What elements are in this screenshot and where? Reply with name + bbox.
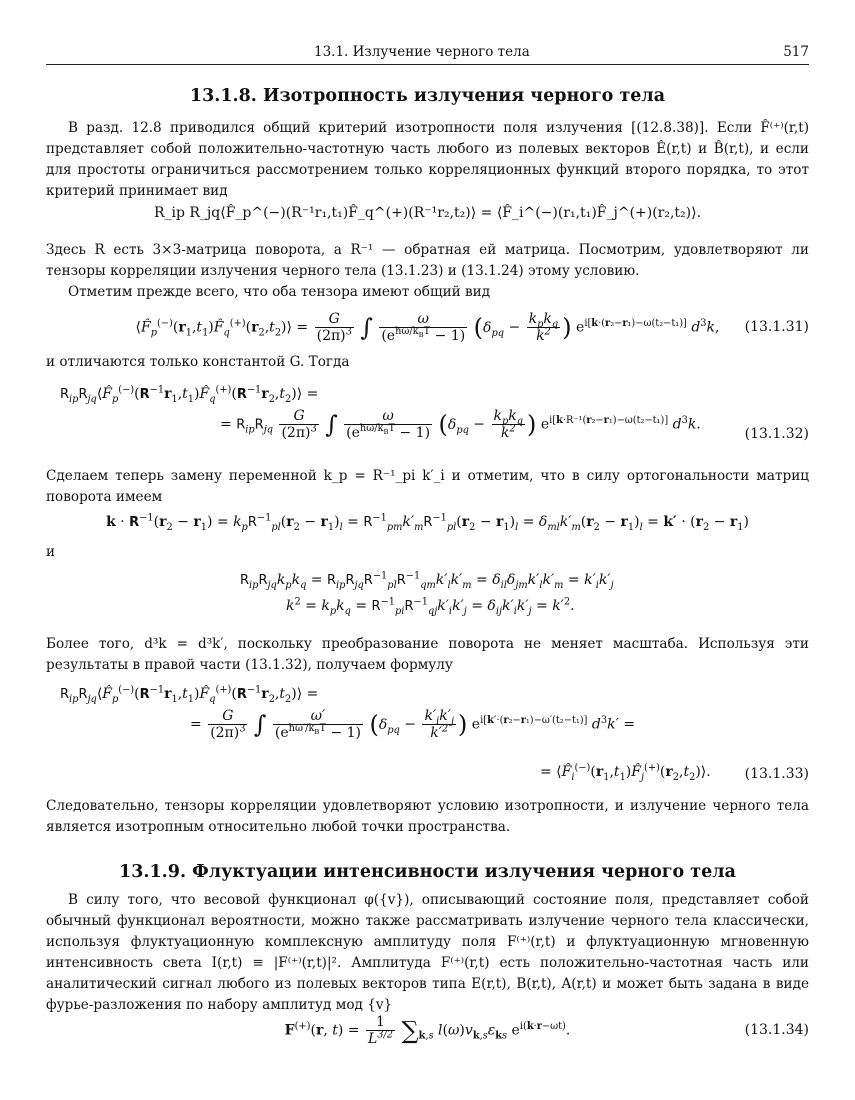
equation-13-1-34 (46, 1014, 809, 1060)
equation-orthogonality (46, 514, 809, 536)
paragraph-variable-change: Сделаем теперь замену переменной k_p = R⁻¹_pi k′_i и отметим, что в силу ортогональности матриц поворота имеем (46, 468, 809, 505)
paragraph-constant-g: и отличаются только константой G. Тогда (46, 354, 350, 370)
paragraph-scale-invariance: Более того, d³k = d³k′, поскольку преобразование поворота не меняет масштаба. Используя эти результаты в правой части (13.1.32), получаем формулу (46, 636, 809, 673)
equation-13-1-32 (46, 386, 809, 452)
equation-13-1-33 (46, 686, 809, 786)
paragraph-common-form: Отметим прежде всего, что оба тензора имеют общий вид (68, 284, 491, 300)
equation-number: (13.1.33) (744, 766, 809, 782)
equation-line-2: = $R_{ip}R_{jq}$ $\frac{G}{(2\pi)^3}$ ∫ $\frac{\omega}{(e^{ħ\omega/k_BT} - 1)}$ ($\delta_{pq}$ − $\frac{k_pk_q}{k^2}$ ) $e^{i[k\cdot R^{-1}(r_2-r_1)-\omega(t_2-t_1)]}$ $d^3k$. (220, 408, 701, 441)
running-title: 13.1. Излучение черного тела (314, 44, 530, 60)
equation-13-1-31 (46, 305, 809, 351)
equation-kk-identities (46, 572, 809, 622)
equation-number: (13.1.32) (744, 426, 809, 442)
paragraph-fluctuations-intro: В силу того, что весовой функционал φ({v}), описывающий состояние поля, представляет собой обычный функционал вероятности, можно также рассматривать излучение черного тела классически, используя флуктуационную комплексную амплитуду поля F⁽⁺⁾(r,t) и флуктуационную мгновенную интенсивность света I(r,t) ≡ |F⁽⁺⁾(r,t)|². Амплитуда F⁽⁺⁾(r,t) есть положительно-частотная часть или аналитический сигнал любого из полевых векторов типа E(r,t), B(r,t), A(r,t) и может быть задана в виде фурье-разложения по набору амплитуд мод {v} (46, 892, 809, 1013)
equation-line-1: $R_{ip}R_{jq}⟨F̂_p^{(-)}(R^{-1}r_1,t_1)F̂_q^{(+)}(R^{-1}r_2,t_2)⟩$ = (60, 684, 319, 705)
equation-line-2: = $\frac{G}{(2\pi)^3}$ ∫ $\frac{\omega'}{(e^{ħ\omega'/k_BT} - 1)}$ ($\delta_{pq}$ − $\frac{k'_ik'_j}{k'^2}$ ) $e^{i[k'\cdot(r_2-r_1)-\omega'(t_2-t_1)]}$ $d^3k'$ = (190, 708, 635, 741)
equation-number: (13.1.31) (744, 319, 809, 335)
section-title-intensity-fluctuations: 13.1.9. Флуктуации интенсивности излучения черного тела (119, 862, 736, 882)
equation-line-3: = $⟨F̂_i^{(-)}(r_1,t_1)F̂_j^{(+)}(r_2,t_2)⟩$. (540, 762, 711, 783)
paragraph-rotation-matrix: Здесь R есть 3×3-матрица поворота, а R⁻¹ — обратная ей матрица. Посмотрим, удовлетворяют ли тензоры корреляции излучения черного тела (13.1.23) и (13.1.24) этому условию. (46, 242, 809, 279)
section-title-isotropy: 13.1.8. Изотропность излучения черного тела (189, 86, 666, 106)
equation-body: R_ip R_jq⟨F̂_p^(−)(R⁻¹r₁,t₁)F̂_q^(+)(R⁻¹r₂,t₂)⟩ = ⟨F̂_i^(−)(r₁,t₁)F̂_j^(+)(r₂,t₂)⟩. (153, 205, 702, 221)
equation-body: F(+)(r, t) = $\frac{1}{L^{3/2}}$ $\sum_{k,s}$ $l(\omega)v_{k,s}\varepsilon_{ks}$ $e^{i(k\cdot r-\omega t)}$. (284, 1014, 571, 1047)
equation-isotropy-criterion (46, 205, 809, 229)
paragraph-isotropy-intro: В разд. 12.8 приводился общий критерий изотропности поля излучения [(12.8.38)]. Если F̂⁽⁺⁾(r,t) представляет собой положительно-частотную часть любого из полевых векторов Ê(r,t) и B̂(r,t), и если для простоты ограничиться рассмотрением только корреляционных функций второго порядка, то этот критерий принимает вид (46, 120, 809, 199)
equation-body: $k \cdot R^{-1}(r_2 - r_1) = k_pR^{-1}_{pl}(r_2 - r_1)_l = R^{-1}_{pm}k'_mR^{-1}_{pl}(r_2 - r_1)_l = \delta_{ml}k'_m(r_2 - r_1)_l = k' \cdot (r_2 - r_1)$ (106, 512, 749, 533)
equation-body: $⟨F̂_p^{(-)}(r_1,t_1)F̂_q^{(+)}(r_2,t_2)⟩$ = $\frac{G}{(2\pi)^3}$ ∫ $\frac{\omega}{(e^{ħ\omega/k_BT} - 1)}$ ($\delta_{pq}$ − $\frac{k_pk_q}{k^2}$ ) $e^{i[k\cdot(r_2-r_1)-\omega(t_2-t_1)]}$ $d^3k$, (135, 311, 720, 344)
page-number: 517 (783, 44, 809, 60)
equation-line-1: $R_{ip}R_{jq}⟨F̂_p^{(-)}(R^{-1}r_1,t_1)F̂_q^{(+)}(R^{-1}r_2,t_2)⟩$ = (60, 384, 319, 405)
running-header (46, 44, 809, 65)
equation-number: (13.1.34) (744, 1022, 809, 1038)
equation-line-1: $R_{ip}R_{jq}k_pk_q = R_{ip}R_{jq}R^{-1}_{pl}R^{-1}_{qm}k'_lk'_m = \delta_{il}\delta_{jm}k'_lk'_m = k'_ik'_j$ (240, 570, 614, 591)
paragraph-isotropy-conclusion: Следовательно, тензоры корреляции удовлетворяют условию изотропности, и излучение черного тела является изотропным относительно любой точки пространства. (46, 798, 809, 835)
equation-line-2: $k^2 = k_pk_q = R^{-1}_{pi}R^{-1}_{qj}k'_ik'_j = \delta_{ij}k'_ik'_j = k'^2$. (286, 596, 575, 617)
paragraph-and: и (46, 544, 56, 560)
